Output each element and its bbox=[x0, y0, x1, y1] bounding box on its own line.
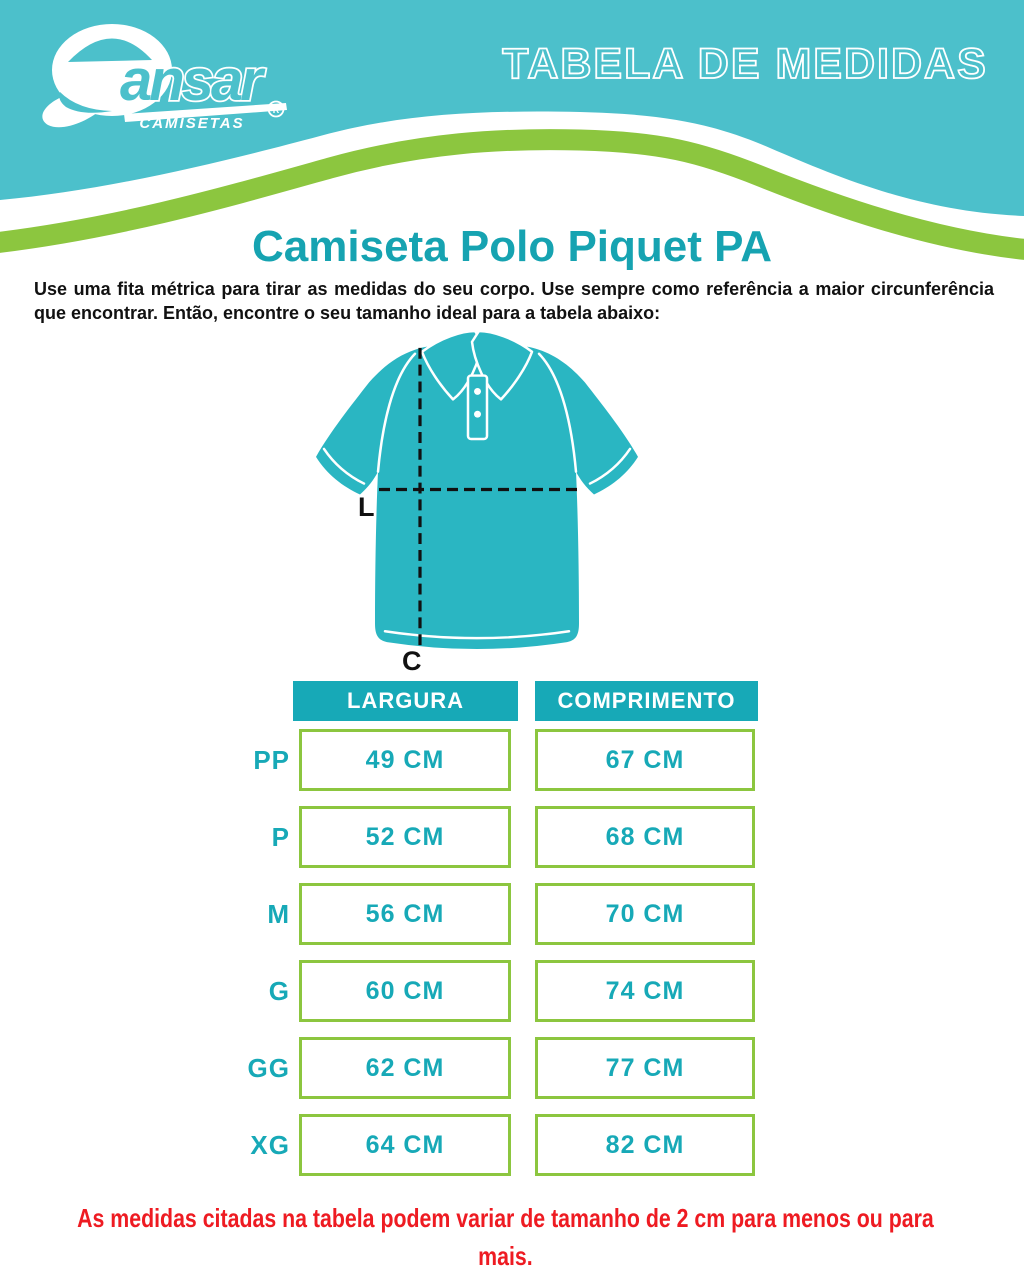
column-header-comprimento: COMPRIMENTO bbox=[535, 681, 758, 721]
page-title: Camiseta Polo Piquet PA bbox=[252, 222, 772, 271]
largura-value-p: 52 CM bbox=[299, 806, 511, 868]
largura-value-m: 56 CM bbox=[299, 883, 511, 945]
size-label-m: M bbox=[267, 898, 290, 929]
comprimento-value-pp: 67 CM bbox=[535, 729, 755, 791]
size-label-p: P bbox=[271, 821, 290, 852]
width-label: L bbox=[358, 492, 375, 522]
brand-logo bbox=[24, 12, 304, 142]
largura-value-g: 60 CM bbox=[299, 960, 511, 1022]
comprimento-value-g: 74 CM bbox=[535, 960, 755, 1022]
length-label: C bbox=[402, 646, 422, 676]
size-label-gg: GG bbox=[247, 1052, 290, 1083]
size-label-pp: PP bbox=[253, 744, 290, 775]
largura-value-xg: 64 CM bbox=[299, 1114, 511, 1176]
footnote-line1: As medidas citadas na tabela podem variar de tamanho de 2 cm para menos ou para bbox=[77, 1203, 934, 1233]
shirt-button bbox=[474, 411, 481, 418]
comprimento-value-m: 70 CM bbox=[535, 883, 755, 945]
banner-title: TABELA DE MEDIDAS bbox=[502, 40, 988, 88]
instructions-text: Use uma fita métrica para tirar as medidas do seu corpo. Use sempre como referência a maior circunferência que encontrar. Então, encontre o seu tamanho ideal para a tabela abaixo: bbox=[34, 279, 994, 323]
largura-value-gg: 62 CM bbox=[299, 1037, 511, 1099]
logo-subtitle: CAMISETAS bbox=[139, 115, 245, 132]
column-header-largura: LARGURA bbox=[293, 681, 518, 721]
shirt-button bbox=[474, 388, 481, 395]
comprimento-value-gg: 77 CM bbox=[535, 1037, 755, 1099]
comprimento-value-p: 68 CM bbox=[535, 806, 755, 868]
largura-value-pp: 49 CM bbox=[299, 729, 511, 791]
registered-mark-letter: R bbox=[272, 105, 280, 115]
comprimento-value-xg: 82 CM bbox=[535, 1114, 755, 1176]
size-label-xg: XG bbox=[250, 1129, 290, 1160]
size-label-g: G bbox=[268, 975, 290, 1006]
footnote-text bbox=[20, 1200, 991, 1275]
logo-wordmark: ansar bbox=[120, 48, 260, 113]
footnote-line2: mais. bbox=[478, 1240, 533, 1271]
shirt-placket bbox=[468, 376, 487, 439]
